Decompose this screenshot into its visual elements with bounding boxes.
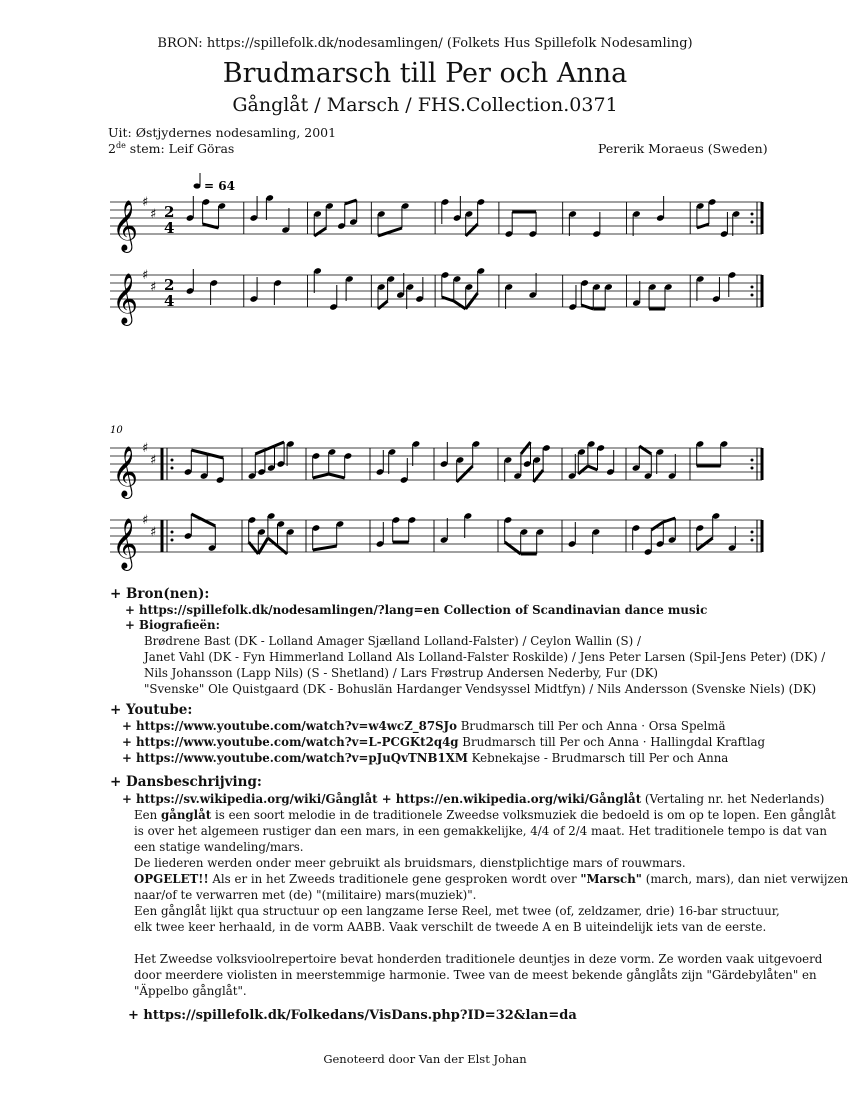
dans-heading: + Dansbeschrijving: <box>110 774 262 790</box>
desc-line: Het Zweedse volksvioolrepertoire bevat honderden traditionele deuntjes in deze vorm. Ze worden vaak uitgevoerd <box>134 952 823 966</box>
svg-text:2: 2 <box>164 203 175 221</box>
staff-2-bottom <box>110 512 762 571</box>
stem-prefix: 2 <box>108 141 116 157</box>
svg-text:𝄞: 𝄞 <box>112 518 139 569</box>
youtube-item <box>122 750 728 766</box>
tempo-text: = 64 <box>204 179 235 193</box>
wiki-en-link[interactable]: + https://en.wikipedia.org/wiki/Gånglåt <box>377 792 642 806</box>
source-collection: Uit: Østjydernes nodesamling, 2001 <box>108 125 337 140</box>
desc-line: elk twee keer herhaald, in de vorm AABB. Vaak verschilt de tweede A en B uiteindelijk iets van de eerste. <box>134 920 767 934</box>
wiki-sv-link[interactable]: + https://sv.wikipedia.org/wiki/Gånglåt <box>122 792 378 806</box>
youtube-link[interactable]: + https://www.youtube.com/watch?v=w4wcZ_87SJo <box>122 719 458 733</box>
svg-text:♯: ♯ <box>150 453 157 468</box>
youtube-link[interactable]: + https://www.youtube.com/watch?v=L-PCGKt2q4g <box>122 735 459 749</box>
desc-line <box>134 807 836 823</box>
svg-text:♯: ♯ <box>142 195 149 210</box>
composer: Pererik Moraeus (Sweden) <box>598 141 768 156</box>
page-subtitle: Gånglåt / Marsch / FHS.Collection.0371 <box>232 94 618 116</box>
youtube-heading: + Youtube: <box>110 702 193 718</box>
page-title: Brudmarsch till Per och Anna <box>222 58 628 89</box>
svg-text:𝄞: 𝄞 <box>112 200 139 251</box>
desc-bold: gånglåt <box>160 808 212 822</box>
desc-line: door meerdere violisten in meerstemmige harmonie. Twee van de meest bekende gånglåts zijn "Gärdebylåten" en <box>134 968 817 982</box>
wiki-links <box>122 791 824 807</box>
svg-text:2: 2 <box>164 276 175 294</box>
bron-heading: + Bron(nen): <box>110 586 210 602</box>
desc-line <box>134 871 848 887</box>
stem-sup: de <box>115 141 126 150</box>
desc-line: naar/of te verwarren met (de) "(militaire) mars(muziek)". <box>134 888 477 902</box>
bio-line: Janet Vahl (DK - Fyn Himmerland Lolland Als Lolland-Falster Roskilde) / Jens Peter Larsen (Spil-Jens Peter) (DK) / <box>144 650 826 664</box>
desc-line: is over het algemeen rustiger dan een mars, in een gemakkelijke, 4/4 of 2/4 maat. Het traditionele tempo is dat van <box>134 824 827 838</box>
tempo-mark <box>194 173 235 193</box>
desc-text: is een soort melodie in de traditionele Zweedse volksmuziek die bedoeld is om op te lopen. Een gånglåt <box>211 808 836 822</box>
desc-line: Een gånglåt lijkt qua structuur op een langzame Ierse Reel, met twee (of, zeldzamer, drie) 16-bar structuur, <box>134 904 780 918</box>
second-voice-credit <box>108 141 234 156</box>
svg-text:♯: ♯ <box>142 441 149 456</box>
staff-1-top <box>110 194 762 253</box>
svg-text:4: 4 <box>164 219 175 237</box>
score-system-1 <box>0 170 850 330</box>
desc-line: een statige wandeling/mars. <box>134 840 304 854</box>
youtube-link[interactable]: + https://www.youtube.com/watch?v=pJuQvTNB1XM <box>122 751 468 765</box>
stem-rest: stem: Leif Göras <box>125 141 235 157</box>
desc-text: Als er in het Zweeds traditionele gene gesproken wordt over <box>208 872 581 886</box>
svg-text:♯: ♯ <box>142 513 149 528</box>
footer-credit: Genoteerd door Van der Elst Johan <box>323 1052 527 1066</box>
svg-text:𝄞: 𝄞 <box>112 273 139 324</box>
folkedans-link[interactable]: + https://spillefolk.dk/Folkedans/VisDans.php?ID=32&lan=da <box>128 1008 577 1023</box>
svg-text:♯: ♯ <box>142 268 149 283</box>
svg-text:♯: ♯ <box>150 207 157 222</box>
youtube-desc: Kebnekajse - Brudmarsch till Per och Anna <box>467 751 729 765</box>
score-system-2 <box>0 420 850 580</box>
youtube-desc: Brudmarsch till Per och Anna · Hallingdal Kraftlag <box>458 735 766 749</box>
bio-heading: + Biografieën: <box>125 618 220 632</box>
bio-line: Nils Johansson (Lapp Nils) (S - Shetland) / Lars Frøstrup Andersen Nederby, Fur (DK) <box>144 666 659 680</box>
desc-text: (march, mars), dan niet verwijzen <box>641 872 849 886</box>
staff-1-bottom <box>110 267 762 326</box>
wiki-note: (Vertaling nr. het Nederlands) <box>641 792 825 806</box>
desc-line: "Äppelbo gånglåt". <box>134 984 247 998</box>
svg-text:4: 4 <box>164 292 175 310</box>
svg-text:♯: ♯ <box>150 525 157 540</box>
measure-number: 10 <box>110 425 123 436</box>
youtube-item <box>122 718 726 734</box>
bron-link[interactable]: + https://spillefolk.dk/nodesamlingen/?lang=en Collection of Scandinavian dance music <box>125 603 708 617</box>
source-line: BRON: https://spillefolk.dk/nodesamlingen/ (Folkets Hus Spillefolk Nodesamling) <box>157 36 693 51</box>
bio-line: "Svenske" Ole Quistgaard (DK - Bohuslän Hardanger Vendsyssel Midtfyn) / Nils Andersson (Svenske Niels) (DK) <box>144 682 817 696</box>
staff-2-top <box>110 440 762 499</box>
desc-line: De liederen werden onder meer gebruikt als bruidsmars, dienstplichtige mars of rouwmars. <box>134 856 686 870</box>
svg-text:♯: ♯ <box>150 280 157 295</box>
desc-bold: OPGELET!! <box>134 872 209 886</box>
svg-text:𝄞: 𝄞 <box>112 446 139 497</box>
bio-line: Brødrene Bast (DK - Lolland Amager Sjælland Lolland-Falster) / Ceylon Wallin (S) / <box>144 634 641 648</box>
youtube-desc: Brudmarsch till Per och Anna · Orsa Spelmä <box>457 719 726 733</box>
youtube-item <box>122 734 765 750</box>
desc-bold: "Marsch" <box>580 872 642 886</box>
desc-text: Een <box>134 808 161 822</box>
